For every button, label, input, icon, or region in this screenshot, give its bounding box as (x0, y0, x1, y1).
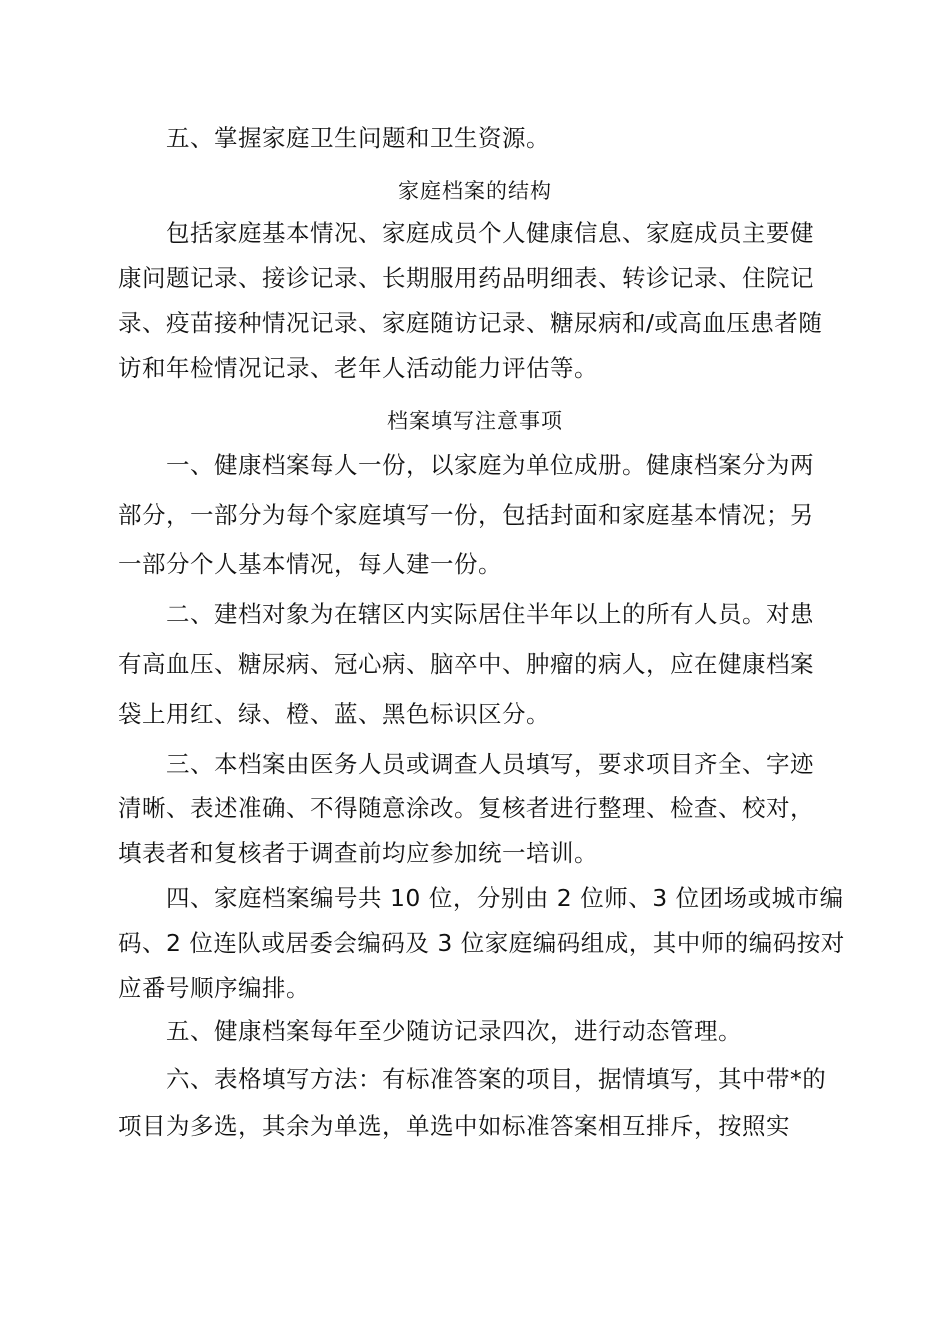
structure-line: 康问题记录、接诊记录、长期服用药品明细表、转诊记录、住院记 (118, 264, 814, 292)
notes-item-6-line: 项目为多选，其余为单选，单选中如标准答案相互排斥，按照实 (118, 1112, 790, 1140)
structure-line: 访和年检情况记录、老年人活动能力评估等。 (118, 354, 598, 382)
notes-item-4-line: 应番号顺序编排。 (118, 974, 310, 1002)
notes-item-4-line: 码、2 位连队或居委会编码及 3 位家庭编码组成，其中师的编码按对 (118, 929, 845, 957)
structure-line: 录、疫苗接种情况记录、家庭随访记录、糖尿病和/或高血压患者随 (118, 309, 823, 337)
notes-heading: 档案填写注意事项 (387, 409, 563, 433)
notes-item-1-line: 一部分个人基本情况，每人建一份。 (118, 550, 502, 578)
notes-item-3-line: 清晰、表述准确、不得随意涂改。复核者进行整理、检查、校对， (118, 794, 814, 822)
structure-line: 包括家庭基本情况、家庭成员个人健康信息、家庭成员主要健 (166, 219, 814, 247)
notes-item-5-line: 五、健康档案每年至少随访记录四次，进行动态管理。 (166, 1017, 742, 1045)
notes-item-4-line: 四、家庭档案编号共 10 位，分别由 2 位师、3 位团场或城市编 (166, 884, 844, 912)
notes-item-3-line: 三、本档案由医务人员或调查人员填写，要求项目齐全、字迹 (166, 750, 814, 778)
notes-item-1-line: 一、健康档案每人一份，以家庭为单位成册。健康档案分为两 (166, 451, 814, 479)
notes-item-6-line: 六、表格填写方法：有标准答案的项目，据情填写，其中带*的 (166, 1065, 827, 1093)
structure-heading: 家庭档案的结构 (398, 179, 552, 203)
notes-item-3-line: 填表者和复核者于调查前均应参加统一培训。 (118, 839, 598, 867)
notes-item-2-line: 袋上用红、绿、橙、蓝、黑色标识区分。 (118, 700, 550, 728)
notes-item-2-line: 二、建档对象为在辖区内实际居住半年以上的所有人员。对患 (166, 600, 814, 628)
notes-item-2-line: 有高血压、糖尿病、冠心病、脑卒中、肿瘤的病人，应在健康档案 (118, 650, 814, 678)
intro-item-5: 五、掌握家庭卫生问题和卫生资源。 (166, 124, 550, 152)
notes-item-1-line: 部分，一部分为每个家庭填写一份，包括封面和家庭基本情况；另 (118, 501, 814, 529)
